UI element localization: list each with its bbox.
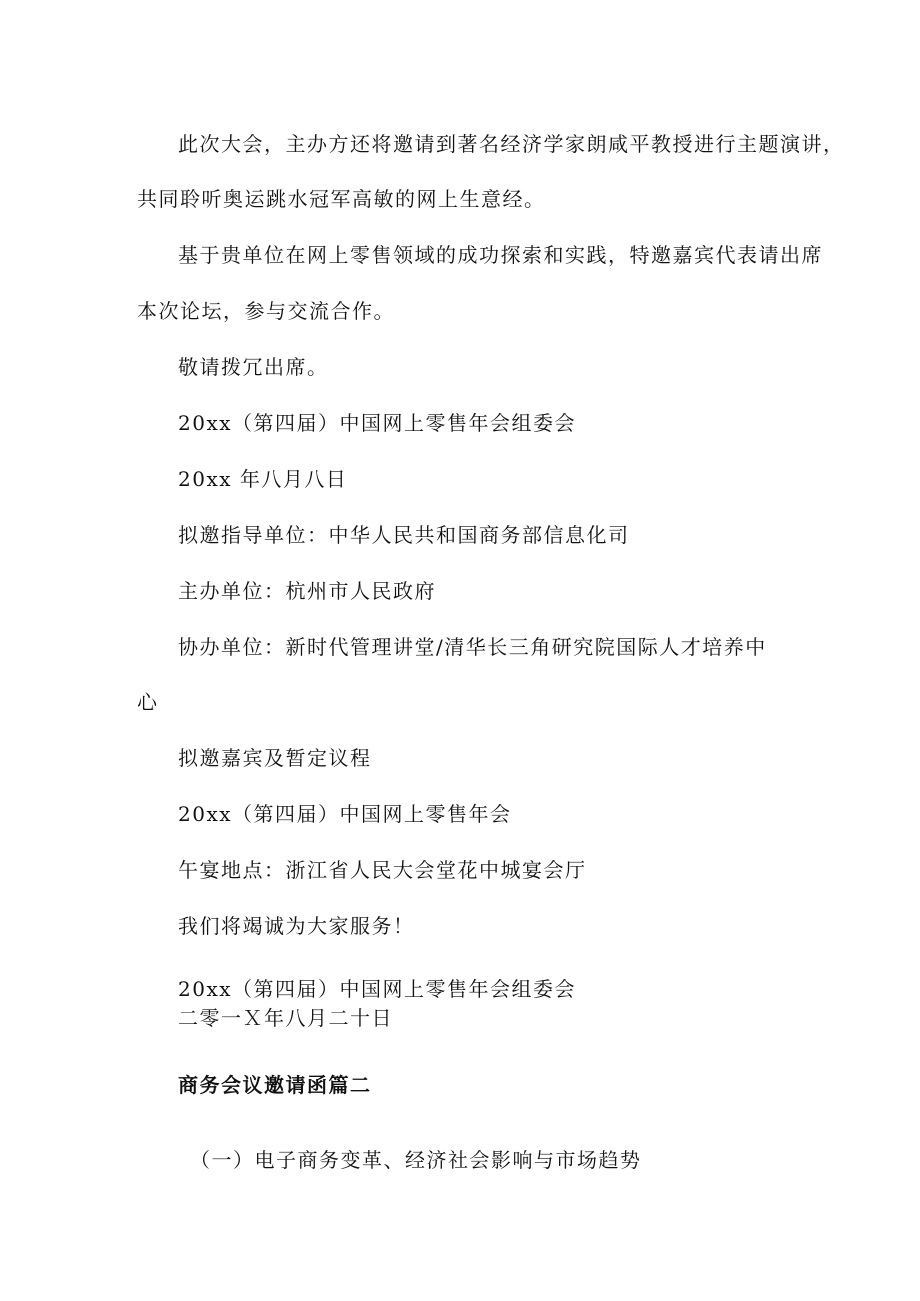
co-organizer-line: 协办单位：新时代管理讲堂/清华长三角研究院国际人才培养中 (178, 635, 767, 659)
organizer-signature: 20xx（第四届）中国网上零售年会组委会 (178, 977, 577, 1001)
paragraph-line: 本次论坛，参与交流合作。 (137, 299, 395, 323)
host-unit-line: 主办单位：杭州市人民政府 (178, 579, 436, 603)
paragraph-line: 基于贵单位在网上零售领域的成功探索和实践，特邀嘉宾代表请出席 (178, 243, 823, 267)
paragraph-line: 共同聆听奥运跳水冠军高敏的网上生意经。 (137, 187, 546, 211)
co-organizer-line-continued: 心 (137, 690, 159, 714)
lunch-venue-line: 午宴地点：浙江省人民大会堂花中城宴会厅 (178, 858, 587, 882)
section-heading: 商务会议邀请函篇二 (178, 1073, 372, 1097)
event-name-line: 20xx（第四届）中国网上零售年会 (178, 802, 512, 826)
section-item: （一）电子商务变革、经济社会影响与市场趋势 (190, 1148, 642, 1172)
date-line: 20xx 年八月八日 (178, 467, 348, 491)
service-line: 我们将竭诚为大家服务！ (178, 914, 415, 938)
closing-line: 敬请拨冗出席。 (178, 355, 329, 379)
guidance-unit-line: 拟邀指导单位：中华人民共和国商务部信息化司 (178, 523, 630, 547)
paragraph-line: 此次大会，主办方还将邀请到著名经济学家朗咸平教授进行主题演讲， (178, 132, 845, 156)
agenda-line: 拟邀嘉宾及暂定议程 (178, 746, 372, 770)
date-line: 二零一Ｘ年八月二十日 (178, 1006, 393, 1030)
organizer-signature: 20xx（第四届）中国网上零售年会组委会 (178, 411, 577, 435)
